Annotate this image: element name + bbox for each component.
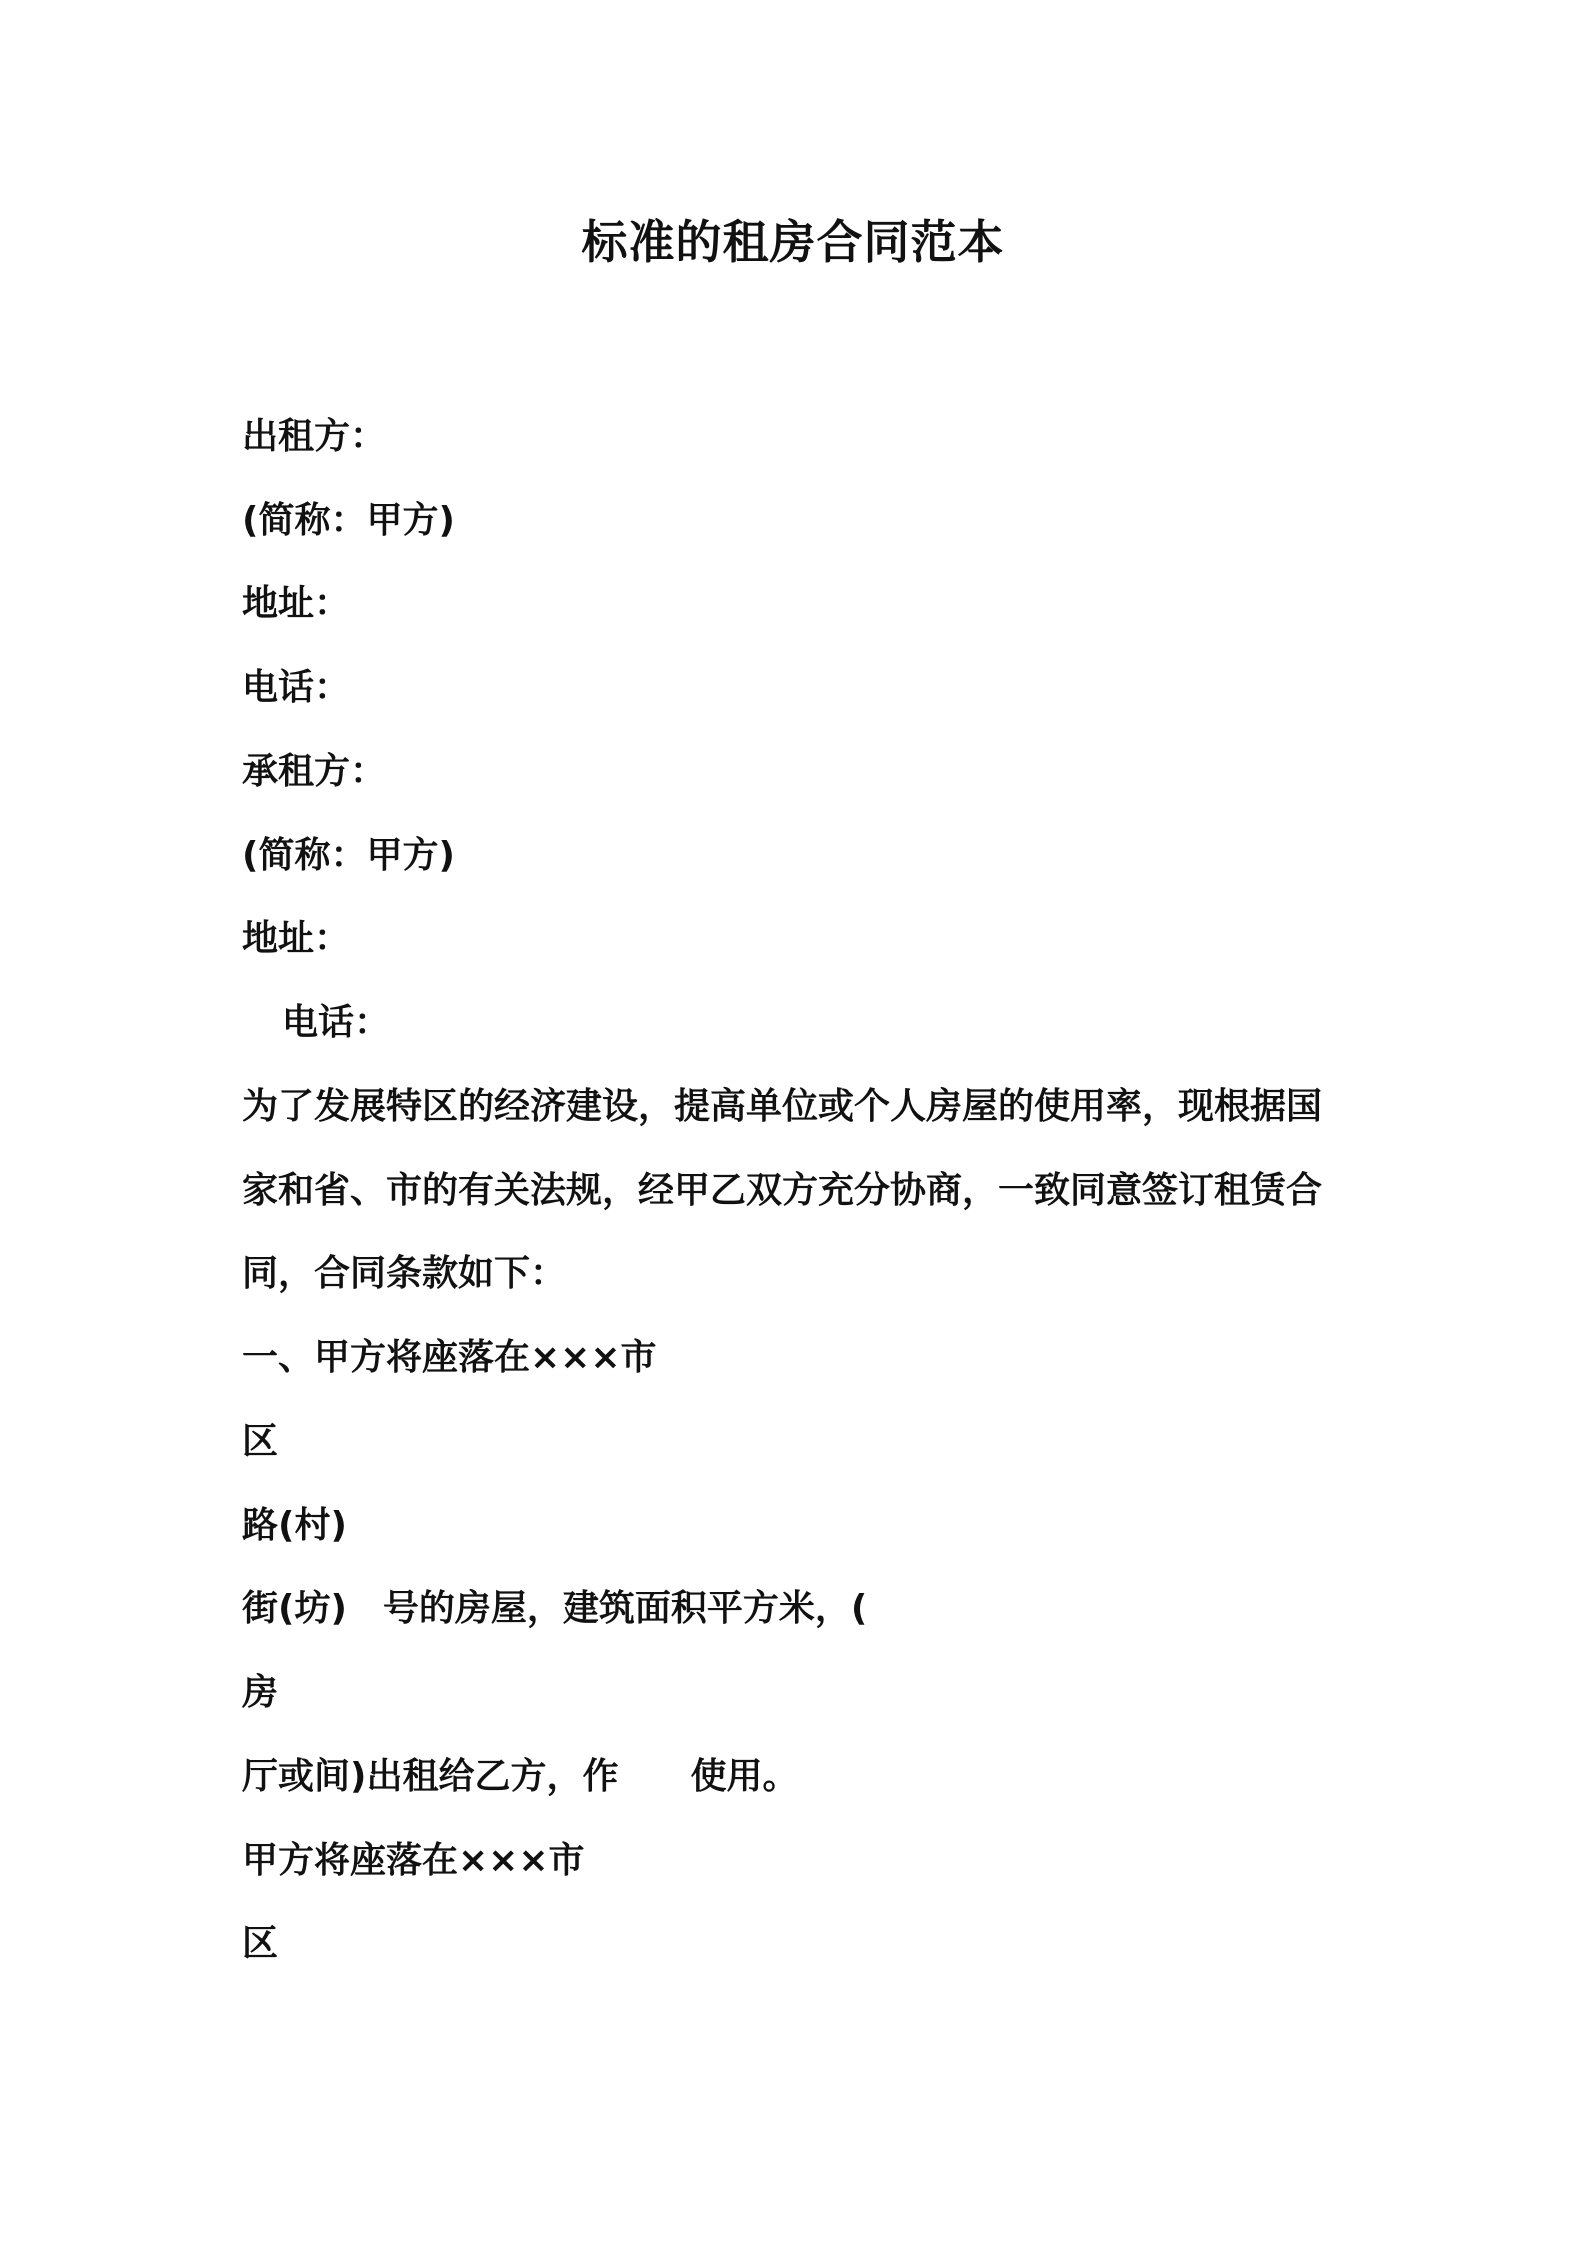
clause-1-line-2: 区	[242, 1421, 279, 1462]
clause-1-line-6: 厅或间)出租给乙方，作 使用。	[242, 1756, 799, 1797]
lessee-short-name: (简称：甲方)	[242, 835, 455, 876]
lessee-address-label: 地址：	[242, 918, 351, 959]
lessor-address-label: 地址：	[242, 583, 351, 624]
lessor-short-name: (简称：甲方)	[242, 500, 455, 541]
document-title: 标准的租房合同范本	[581, 215, 1005, 269]
clause-1-line-5: 房	[242, 1672, 279, 1713]
lessee-phone-label: 电话：	[282, 1002, 391, 1043]
clause-1-line-3: 路(村)	[242, 1505, 347, 1546]
preamble-line-3: 同，合同条款如下：	[242, 1253, 567, 1294]
lessee-label: 承租方：	[242, 751, 387, 792]
lessor-phone-label: 电话：	[242, 667, 351, 708]
clause-repeat-line-1: 甲方将座落在×××市	[242, 1840, 585, 1881]
clause-repeat-line-2: 区	[242, 1923, 279, 1964]
preamble-line-2: 家和省、市的有关法规，经甲乙双方充分协商，一致同意签订租赁合	[242, 1170, 1323, 1211]
clause-1-line-4: 街(坊) 号的房屋，建筑面积平方米，(	[242, 1588, 868, 1629]
preamble-line-1: 为了发展特区的经济建设，提高单位或个人房屋的使用率，现根据国	[242, 1086, 1323, 1127]
lessor-label: 出租方：	[242, 416, 387, 457]
clause-1-line-1: 一、甲方将座落在×××市	[242, 1337, 657, 1378]
